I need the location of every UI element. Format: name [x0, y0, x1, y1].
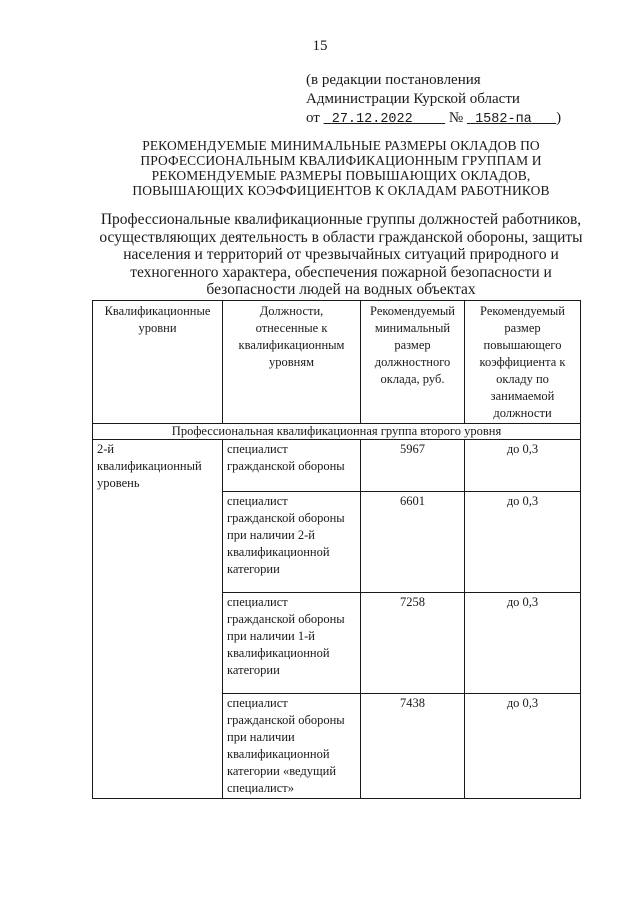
coefficient-cell: до 0,3 — [465, 593, 581, 694]
position-cell: специалист гражданской обороны при наличии квалификационной категории «ведущий специалист» — [223, 694, 361, 799]
header-coefficient: Рекомендуемый размер повышающего коэффициента к окладу по занимаемой должности — [465, 301, 581, 424]
edition-number: 1582-па — [475, 112, 532, 127]
edition-note — [306, 71, 606, 129]
edition-line-1: (в редакции постановления — [306, 72, 481, 88]
position-cell: специалист гражданской обороны при наличии 1-й квалификационной категории — [223, 593, 361, 694]
salary-cell: 7258 — [361, 593, 465, 694]
position-cell: специалист гражданской обороны при наличии 2-й квалификационной категории — [223, 492, 361, 593]
edition-line-2: Администрации Курской области — [306, 91, 520, 107]
table-row — [93, 440, 581, 492]
close-paren: ) — [556, 110, 562, 126]
position-cell: специалист гражданской обороны — [223, 440, 361, 492]
header-positions: Должности, отнесенные к квалификационным уровням — [223, 301, 361, 424]
header-salary: Рекомендуемый минимальный размер должностного оклада, руб. — [361, 301, 465, 424]
coefficient-cell: до 0,3 — [465, 440, 581, 492]
salary-cell: 5967 — [361, 440, 465, 492]
date-prefix: от — [306, 110, 320, 126]
edition-date-line — [306, 109, 606, 129]
group-row — [93, 424, 581, 440]
salary-table — [92, 300, 581, 799]
salary-cell: 7438 — [361, 694, 465, 799]
coefficient-cell: до 0,3 — [465, 492, 581, 593]
edition-date: 27.12.2022 — [331, 112, 413, 127]
table-header-row — [93, 301, 581, 424]
salary-cell: 6601 — [361, 492, 465, 593]
number-prefix: № — [448, 110, 464, 126]
qualification-level: 2-й квалификационный уровень — [93, 440, 223, 799]
header-levels: Квалификационные уровни — [93, 301, 223, 424]
document-title: РЕКОМЕНДУЕМЫЕ МИНИМАЛЬНЫЕ РАЗМЕРЫ ОКЛАДОВ ПО ПРОФЕССИОНАЛЬНЫМ КВАЛИФИКАЦИОННЫМ ГРУППАМ И РЕКОМЕНДУЕМЫЕ РАЗМЕРЫ ПОВЫШАЮЩИХ ОКЛАДОВ, ПОВЫШАЮЩИХ КОЭФФИЦИЕНТОВ К ОКЛАДАМ РАБОТНИКОВ — [132, 138, 550, 198]
group-title: Профессиональная квалификационная группа второго уровня — [93, 424, 581, 440]
section-subtitle: Профессиональные квалификационные группы должностей работников, осуществляющих деятельность в области гражданской обороны, защиты населения и территорий от чрезвычайных ситуаций природного и техногенного характера, обеспечения пожарной безопасности и безопасности людей на водных объектах — [99, 211, 583, 298]
coefficient-cell: до 0,3 — [465, 694, 581, 799]
page-number: 15 — [312, 38, 328, 54]
